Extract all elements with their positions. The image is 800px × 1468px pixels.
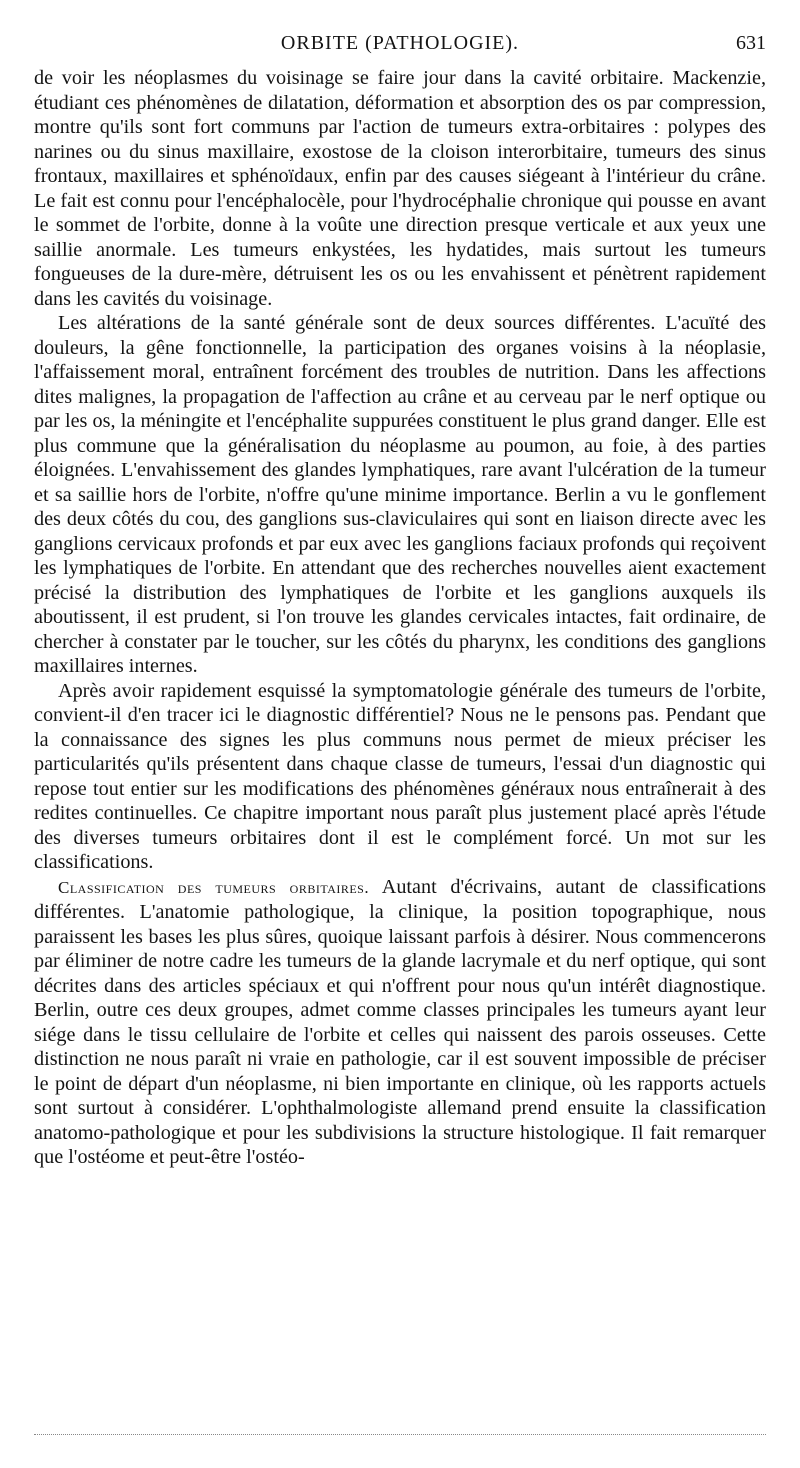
paragraph-general-health: Les altérations de la santé générale sont de deux sources différentes. L'acuïté des douleurs, la gêne fonctionnelle, la participation des organes voisins à la néoplasie, l'affaissement moral, entraînent forcément des troubles de nutrition. Dans les affections dites malignes, la propagation de l'affection au crâne et au cerveau par le nerf optique ou par les os, la méningite et l'encéphalite suppurées constituent le plus grand danger. Elle est plus commune que la généralisation du néoplasme au poumon, au foie, à des parties éloignées. L'envahissement des glandes lymphatiques, rare avant l'ulcération de la tumeur et sa saillie hors de l'orbite, n'offre qu'une minime importance. Berlin a vu le gonflement des deux côtés du cou, des ganglions sus-claviculaires qui sont en liaison directe avec les ganglions cervicaux profonds et par eux avec les ganglions faciaux profonds qui reçoivent les lymphatiques de l'orbite. En attendant que des recherches nouvelles aient exactement précisé la distribution des lymphatiques de l'orbite et les ganglions auxquels ils aboutissent, il est prudent, si l'on trouve les glandes cervicales intactes, fait ordinaire, de chercher à constater par le toucher, sur les côtés du pharynx, les conditions des ganglions maxillaires internes. bbox=[34, 312, 766, 677]
paragraph-classification bbox=[34, 875, 766, 1170]
running-title: ORBITE (PATHOLOGIE). bbox=[280, 32, 520, 54]
body-text bbox=[34, 66, 766, 1170]
paragraph-continued: de voir les néoplasmes du voisinage se faire jour dans la cavité orbitaire. Mackenzie, étudiant ces phénomènes de dilatation, déformation et absorption des os par compression, montre qu'ils sont fort communs par l'action de tumeurs extra-orbitaires : polypes des narines ou du sinus maxillaire, exostose de la cloison interorbitaire, tumeurs des sinus frontaux, maxillaires et sphénoïdaux, enfin par des causes siégeant à l'intérieur du crâne. Le fait est connu pour l'encéphalocèle, pour l'hydrocéphalie chronique qui pousse en avant le sommet de l'orbite, donne à la voûte une direction presque verticale et aux yeux une saillie anormale. Les tumeurs enkystées, les hydatides, mais surtout les tumeurs fongueuses de la dure-mère, détruisent les os ou les envahissent et pénètrent rapidement dans les cavités du voisinage. bbox=[34, 67, 766, 310]
section-heading: Classification des tumeurs orbitaires. bbox=[58, 877, 370, 897]
page-header bbox=[34, 28, 766, 66]
page-number: 631 bbox=[736, 32, 766, 54]
footer-rule bbox=[34, 1434, 766, 1435]
classification-text: Autant d'écrivains, autant de classifications différentes. L'anatomie pathologique, la clinique, la position topographique, nous paraissent les bases les plus sûres, quoique laissant parfois à désirer. Nous commencerons par éliminer de notre cadre les tumeurs de la glande lacrymale et du nerf optique, qui sont décrites dans des articles spéciaux et qui n'offrent pour nous qu'un intérêt diagnostique. Berlin, outre ces deux groupes, admet comme classes principales les tumeurs ayant leur siége dans le tissu cellulaire de l'orbite et celles qui naissent des parois osseuses. Cette distinction ne nous paraît ni vraie en pathologie, car il est souvent impossible de préciser le point de départ d'un néoplasme, ni bien importante en clinique, où les rapports actuels sont surtout à considérer. L'ophthalmologiste allemand prend ensuite la classification anatomo-pathologique et pour les subdivisions la structure histologique. Il fait remarquer que l'ostéome et peut-être l'ostéo- bbox=[34, 875, 766, 1168]
paragraph-diagnosis: Après avoir rapidement esquissé la symptomatologie générale des tumeurs de l'orbite, convient-il d'en tracer ici le diagnostic différentiel? Nous ne le pensons pas. Pendant que la connaissance des signes les plus communs nous permet de mieux préciser les particularités qu'ils présentent dans chaque classe de tumeurs, l'essai d'un diagnostic qui repose tout entier sur les modifications des phénomènes généraux nous entraînerait à des redites continuelles. Ce chapitre important nous paraît plus justement placé après l'étude des diverses tumeurs orbitaires dont il est le complément forcé. Un mot sur les classifications. bbox=[34, 679, 766, 873]
